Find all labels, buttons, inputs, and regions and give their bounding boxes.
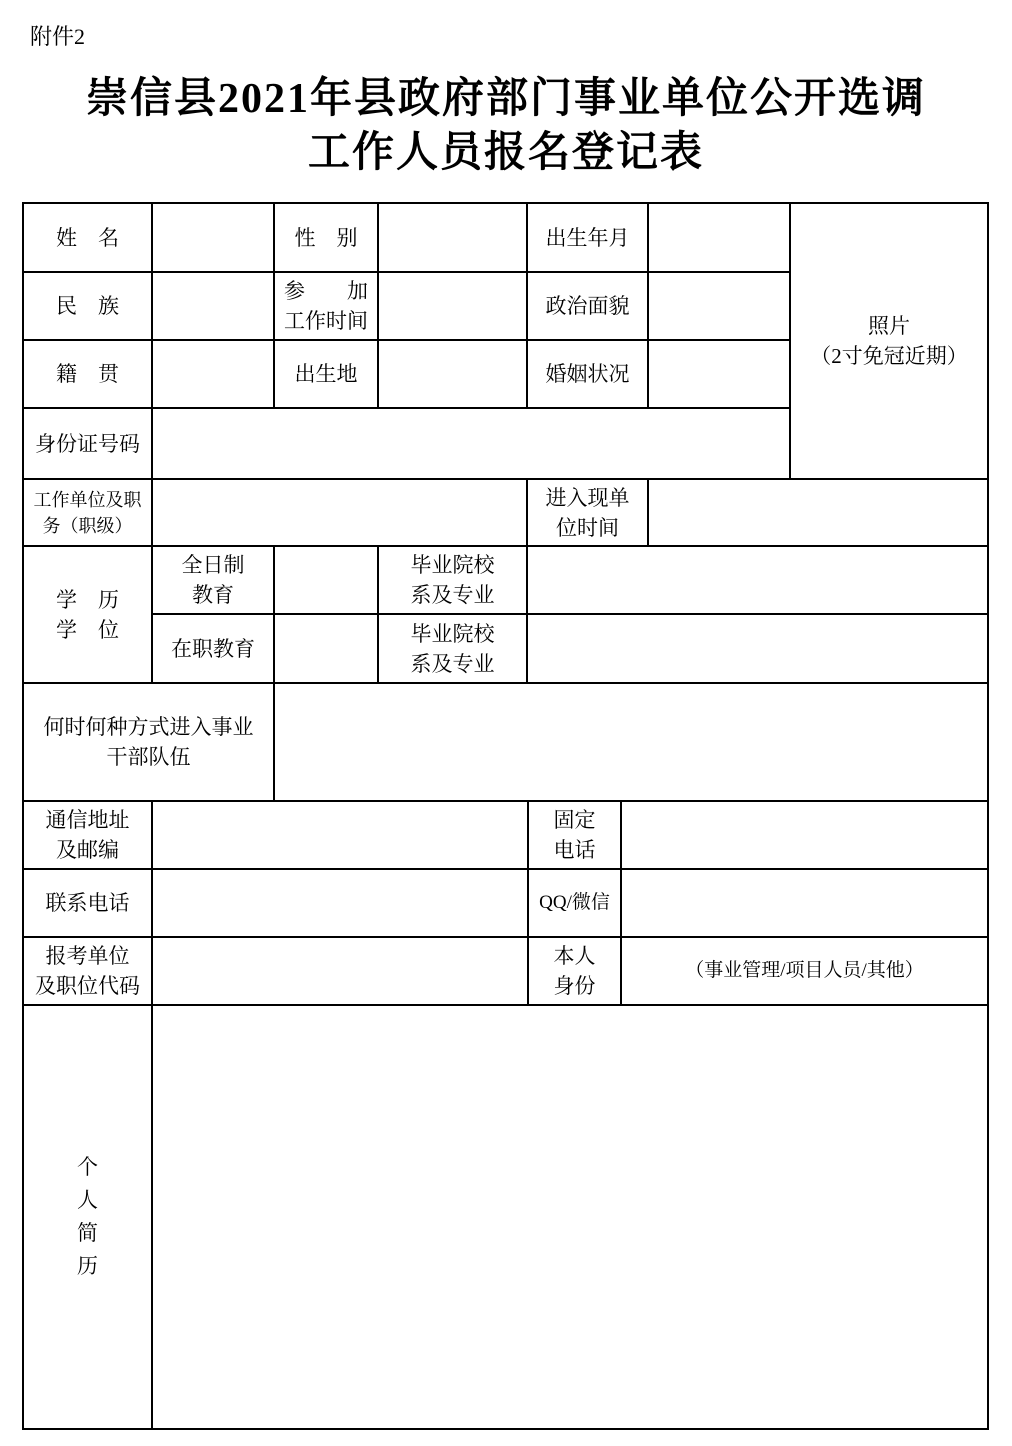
label-line: 通信地址 bbox=[45, 808, 130, 832]
label-line: 本人 bbox=[553, 944, 596, 968]
onjob-education-label: 在职教育 bbox=[151, 613, 273, 682]
photo-label-line2: （2寸免冠近期） bbox=[810, 344, 968, 368]
label-line: 毕业院校 bbox=[410, 553, 495, 577]
qq-wechat-input-cell[interactable] bbox=[620, 868, 987, 936]
label-line: 及职位代码 bbox=[35, 974, 140, 998]
attachment-label: 附件2 bbox=[30, 24, 86, 49]
label-line: 务（职级） bbox=[42, 515, 133, 536]
address-label bbox=[22, 800, 151, 868]
resume-input-cell[interactable] bbox=[151, 1004, 987, 1428]
onjob-school-label bbox=[377, 613, 526, 682]
landline-label bbox=[527, 800, 620, 868]
birth-date-label: 出生年月 bbox=[526, 202, 647, 271]
identity-options-hint: （事业管理/项目人员/其他） bbox=[685, 960, 924, 981]
label-line: 干部队伍 bbox=[106, 745, 191, 769]
label-line: 身份 bbox=[553, 974, 596, 998]
landline-input-cell[interactable] bbox=[620, 800, 987, 868]
native-place-label: 籍 贯 bbox=[22, 339, 151, 407]
gender-input-cell[interactable] bbox=[377, 202, 526, 271]
label-line: 参 加 bbox=[284, 279, 368, 303]
marital-status-input-cell[interactable] bbox=[647, 339, 789, 407]
fulltime-school-label bbox=[377, 545, 526, 613]
label-line: 工作时间 bbox=[284, 309, 368, 333]
photo-label-line1: 照片 bbox=[868, 314, 910, 338]
entry-method-label bbox=[22, 682, 273, 800]
resume-label bbox=[22, 1004, 151, 1428]
label-line: 毕业院校 bbox=[410, 621, 495, 646]
label-line: 学 位 bbox=[56, 617, 119, 642]
registration-form-table bbox=[22, 202, 989, 1430]
native-place-input-cell[interactable] bbox=[151, 339, 273, 407]
apply-unit-label bbox=[22, 936, 151, 1004]
label-line: 何时何种方式进入事业 bbox=[43, 715, 254, 739]
apply-unit-input-cell[interactable] bbox=[151, 936, 527, 1004]
work-unit-input-cell[interactable] bbox=[151, 478, 526, 545]
label-line: 教育 bbox=[192, 583, 234, 607]
label-line: 系及专业 bbox=[410, 651, 495, 676]
enter-unit-time-input-cell[interactable] bbox=[647, 478, 987, 545]
id-number-input-cell[interactable] bbox=[151, 407, 789, 478]
id-number-label: 身份证号码 bbox=[22, 407, 151, 478]
label-line: 工作单位及职 bbox=[33, 489, 142, 510]
name-label: 姓 名 bbox=[22, 202, 151, 271]
join-work-time-input-cell[interactable] bbox=[377, 271, 526, 339]
onjob-education-input-cell[interactable] bbox=[273, 613, 377, 682]
label-line: 及邮编 bbox=[56, 838, 119, 862]
contact-phone-label: 联系电话 bbox=[22, 868, 151, 936]
join-work-time-label bbox=[273, 271, 377, 339]
qq-wechat-label: QQ/微信 bbox=[527, 868, 620, 936]
identity-label bbox=[527, 936, 620, 1004]
entry-method-input-cell[interactable] bbox=[273, 682, 987, 800]
education-degree-label bbox=[22, 545, 151, 682]
marital-status-label: 婚姻状况 bbox=[526, 339, 647, 407]
label-line: 报考单位 bbox=[45, 944, 130, 968]
birth-place-label: 出生地 bbox=[273, 339, 377, 407]
photo-placeholder-cell[interactable] bbox=[789, 202, 987, 478]
onjob-school-input-cell[interactable] bbox=[526, 613, 987, 682]
identity-input-cell[interactable] bbox=[620, 936, 987, 1004]
contact-phone-input-cell[interactable] bbox=[151, 868, 527, 936]
label-line: 位时间 bbox=[556, 515, 619, 540]
label-line: 固定 bbox=[553, 808, 596, 832]
address-input-cell[interactable] bbox=[151, 800, 527, 868]
label-line: 全日制 bbox=[181, 553, 245, 577]
ethnicity-label: 民 族 bbox=[22, 271, 151, 339]
fulltime-school-input-cell[interactable] bbox=[526, 545, 987, 613]
political-status-input-cell[interactable] bbox=[647, 271, 789, 339]
political-status-label: 政治面貌 bbox=[526, 271, 647, 339]
name-input-cell[interactable] bbox=[151, 202, 273, 271]
resume-label-vertical-text: 个人简历 bbox=[77, 1155, 98, 1278]
enter-unit-time-label bbox=[526, 478, 647, 545]
form-title-line1: 崇信县2021年县政府部门事业单位公开选调 bbox=[85, 76, 926, 122]
birth-date-input-cell[interactable] bbox=[647, 202, 789, 271]
label-line: 系及专业 bbox=[410, 583, 495, 607]
form-title bbox=[0, 72, 1012, 180]
fulltime-education-label bbox=[151, 545, 273, 613]
label-line: 电话 bbox=[553, 838, 596, 862]
birth-place-input-cell[interactable] bbox=[377, 339, 526, 407]
ethnicity-input-cell[interactable] bbox=[151, 271, 273, 339]
work-unit-label bbox=[22, 478, 151, 545]
form-title-line2: 工作人员报名登记表 bbox=[307, 130, 704, 176]
gender-label: 性 别 bbox=[273, 202, 377, 271]
label-line: 进入现单 bbox=[545, 485, 630, 510]
label-line: 学 历 bbox=[56, 587, 119, 612]
fulltime-education-input-cell[interactable] bbox=[273, 545, 377, 613]
